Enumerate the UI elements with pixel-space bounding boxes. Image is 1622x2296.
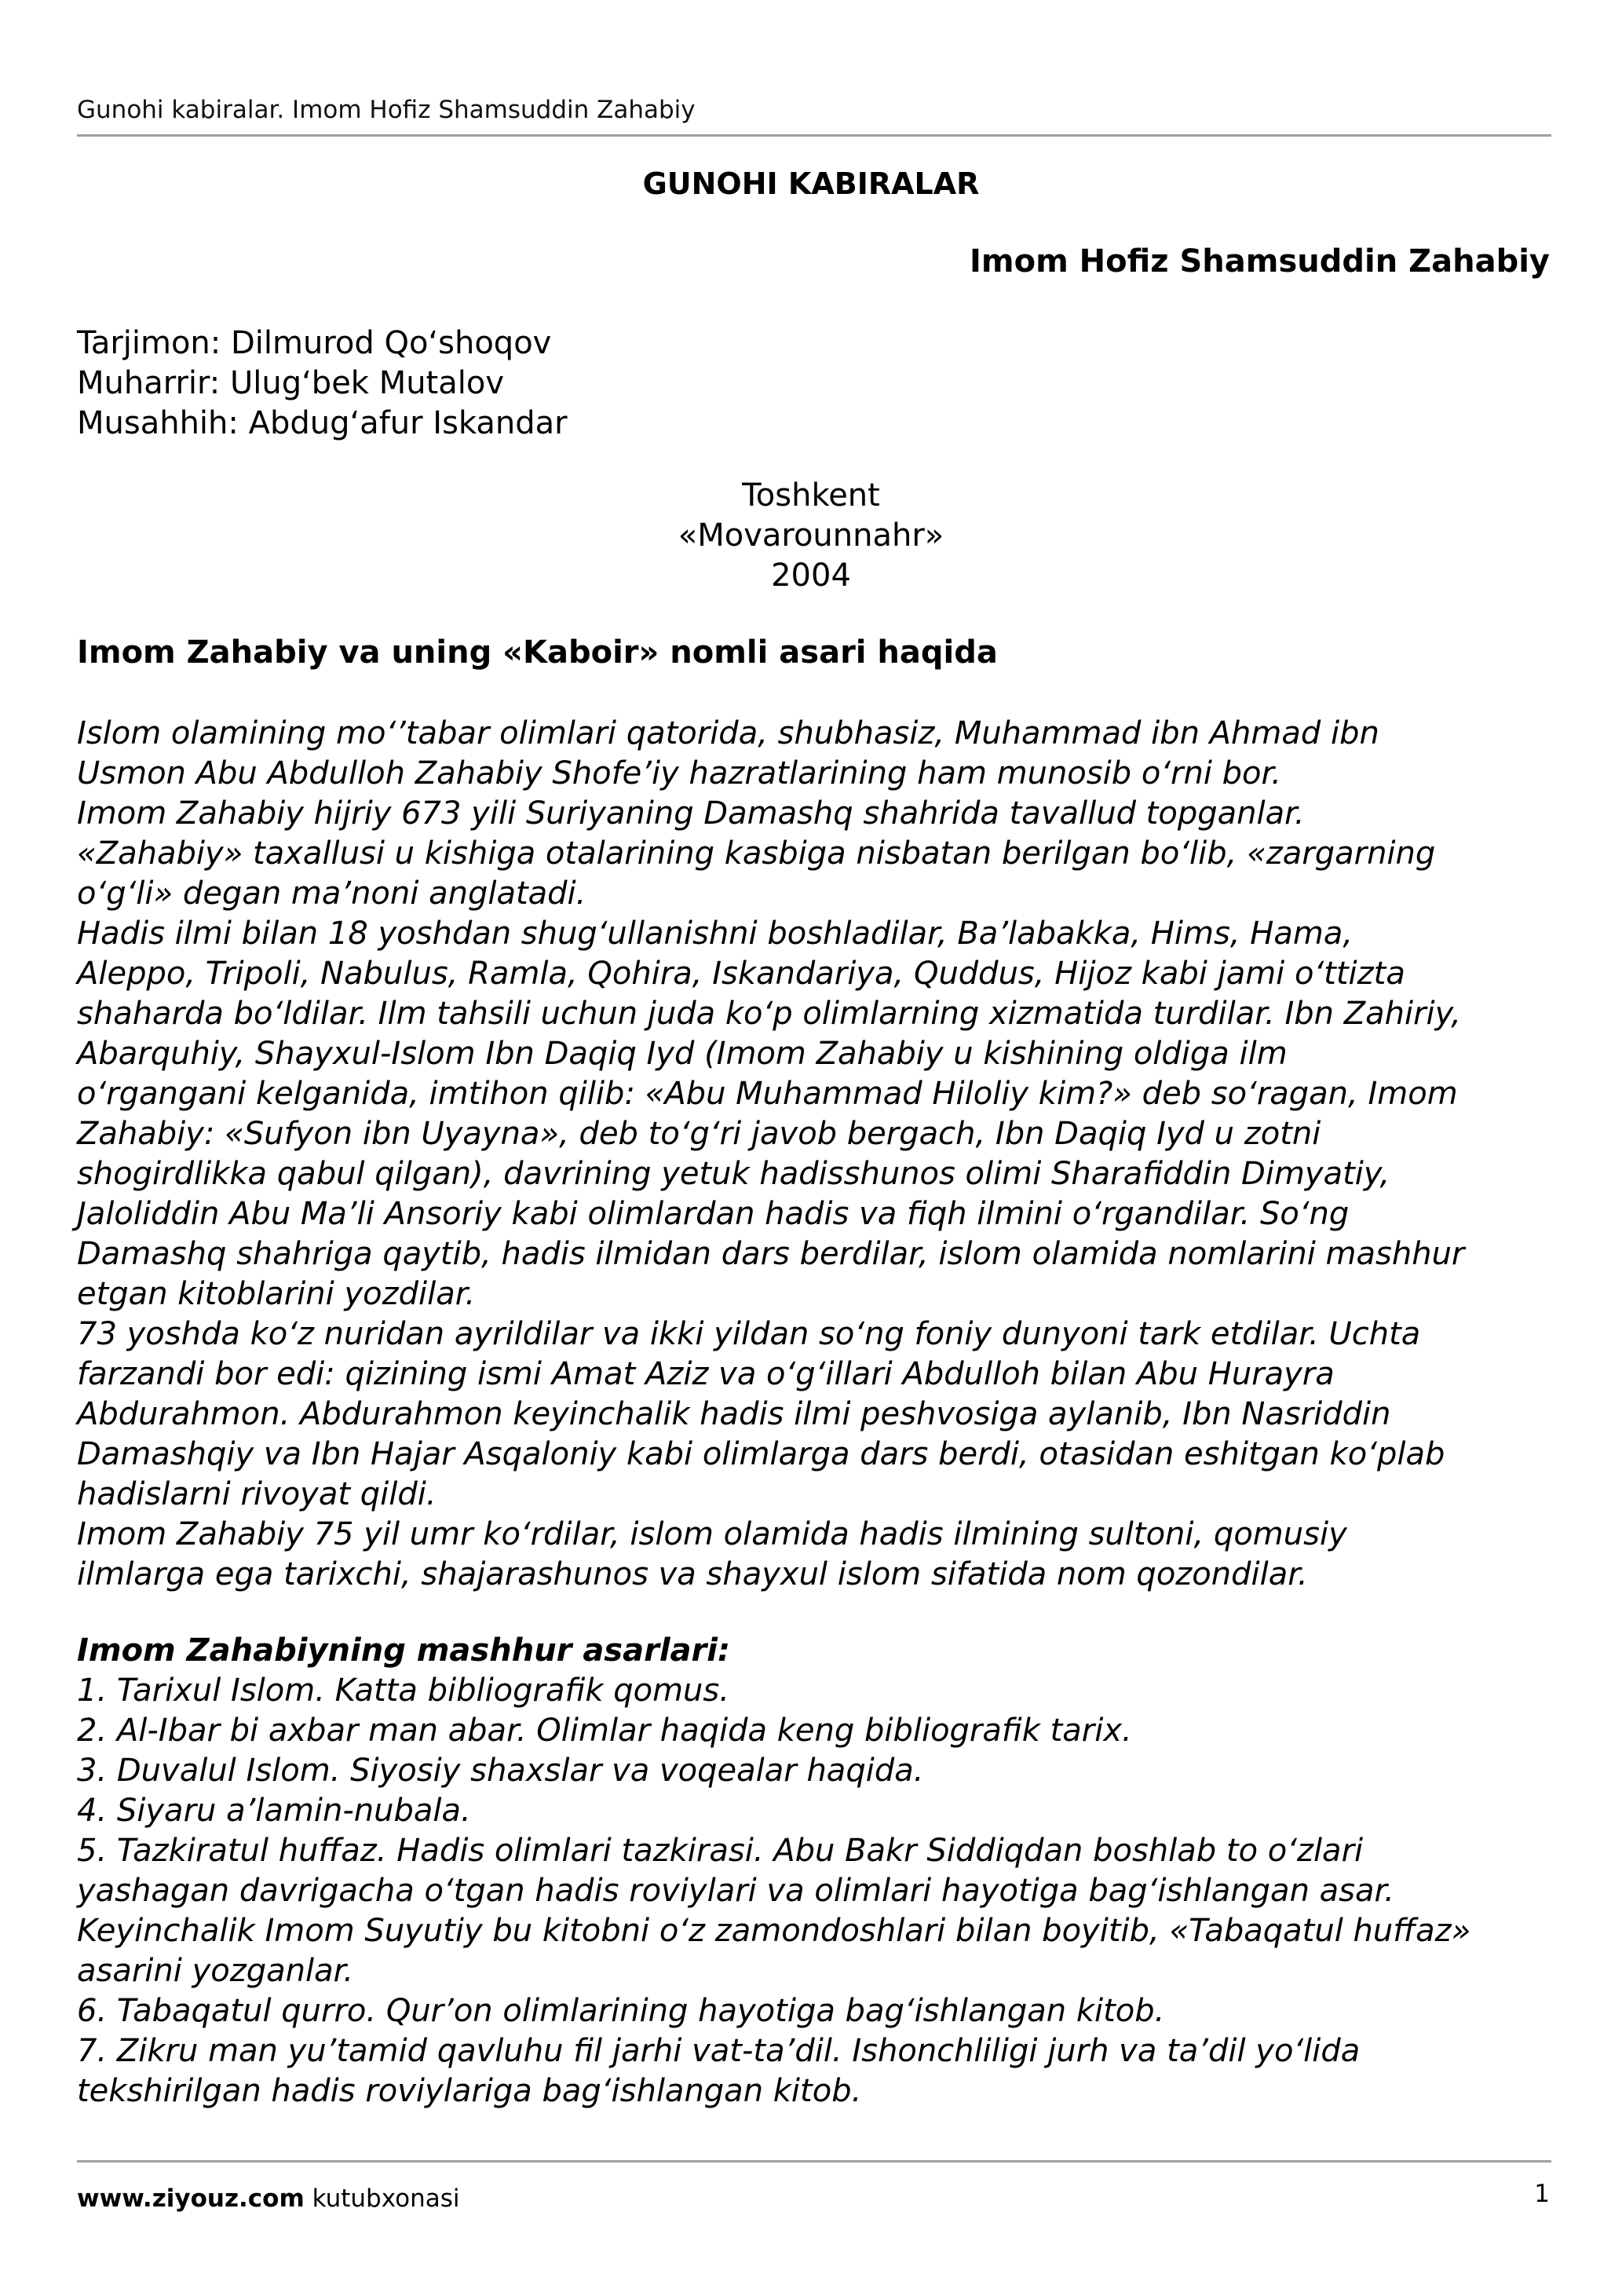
text-line: Abarquhiy, Shayxul-Islom Ibn Daqiq Iyd (Imom Zahabiy u kishining oldiga ilm — [77, 1036, 1288, 1072]
text-line: Damashqiy va Ibn Hajar Asqaloniy kabi olimlarga dars berdi, otasidan eshitgan ko‘plab — [77, 1436, 1445, 1472]
page-number: 1 — [1534, 2180, 1550, 2208]
text-line: etgan kitoblarini yozdilar. — [77, 1276, 476, 1312]
text-line: Imom Zahabiy 75 yil umr ko‘rdilar, islom olamida hadis ilmining sultoni, qomusiy — [77, 1516, 1347, 1552]
credits-block — [77, 324, 568, 444]
credit-translator: Tarjimon: Dilmurod Qo‘shoqov — [77, 325, 552, 361]
works-line: 5. Tazkiratul huffaz. Hadis olimlari tazkirasi. Abu Bakr Siddiqdan boshlab to o‘zlari — [77, 1833, 1364, 1869]
text-line: o‘g‘li» degan ma’noni anglatadi. — [77, 876, 586, 912]
works-line: yashagan davrigacha o‘tgan hadis roviylari va olimlari hayotiga bag‘ishlangan asar. — [77, 1873, 1394, 1909]
works-line: 2. Al-Ibar bi axbar man abar. Olimlar haqida keng bibliografik tarix. — [77, 1713, 1132, 1749]
works-heading: Imom Zahabiyning mashhur asarlari: — [77, 1632, 730, 1669]
text-line: Jaloliddin Abu Ma’li Ansoriy kabi olimlardan hadis va fiqh ilmini o‘rgandilar. So‘ng — [77, 1196, 1350, 1232]
works-line: 7. Zikru man yu’tamid qavluhu fil jarhi vat-ta’dil. Ishonchliligi jurh va ta’dil yo‘lida — [77, 2033, 1361, 2069]
footer-site-link[interactable]: www.ziyouz.com — [77, 2184, 305, 2213]
running-header: Gunohi kabiralar. Imom Hofiz Shamsuddin Zahabiy — [77, 96, 696, 124]
text-line: Abdurahmon. Abdurahmon keyinchalik hadis ilmi peshvosiga aylanib, Ibn Nasriddin — [77, 1396, 1391, 1432]
footer-divider — [77, 2160, 1551, 2163]
text-line: hadislarni rivoyat qildi. — [77, 1476, 437, 1512]
text-line: Usmon Abu Abdulloh Zahabiy Shofe’iy hazratlarining ham munosib o‘rni bor. — [77, 755, 1282, 792]
works-line: 1. Tarixul Islom. Katta bibliografik qomus. — [77, 1673, 729, 1709]
imprint-year: 2004 — [771, 558, 851, 594]
document-title: GUNOHI KABIRALAR — [642, 166, 980, 201]
works-line: 3. Duvalul Islom. Siyosiy shaxslar va voqealar haqida. — [77, 1753, 924, 1789]
text-line: shogirdlikka qabul qilgan), davrining yetuk hadisshunos olimi Sharafiddin Dimyatiy, — [77, 1156, 1390, 1192]
works-line: Keyinchalik Imom Suyutiy bu kitobni o‘z zamondoshlari bilan boyitib, «Tabaqatul huffaz» — [77, 1913, 1471, 1949]
imprint-block — [0, 476, 1622, 596]
text-line: farzandi bor edi: qizining ismi Amat Aziz va o‘g‘illari Abdulloh bilan Abu Hurayra — [77, 1356, 1335, 1392]
header-divider — [77, 134, 1551, 137]
text-line: Hadis ilmi bilan 18 yoshdan shug‘ullanishni boshladilar, Ba’labakka, Hims, Hama, — [77, 916, 1353, 952]
text-line: «Zahabiy» taxallusi u kishiga otalarining kasbiga nisbatan berilgan bo‘lib, «zargarning — [77, 835, 1436, 872]
works-line: 4. Siyaru a’lamin-nubala. — [77, 1793, 471, 1829]
imprint-city: Toshkent — [742, 477, 880, 514]
section-heading: Imom Zahabiy va uning «Kaboir» nomli asari haqida — [77, 634, 998, 671]
imprint-publisher: «Movarounnahr» — [678, 517, 944, 554]
credit-proofreader: Musahhih: Abdug‘afur Iskandar — [77, 405, 568, 441]
text-line: Aleppo, Tripoli, Nabulus, Ramla, Qohira, Iskandariya, Quddus, Hijoz kabi jami o‘ttizta — [77, 956, 1405, 992]
text-line: o‘rgangani kelganida, imtihon qilib: «Abu Muhammad Hiloliy kim?» deb so‘ragan, Imom — [77, 1076, 1458, 1112]
text-line: shaharda bo‘ldilar. Ilm tahsili uchun juda ko‘p olimlarning xizmatida turdilar. Ibn Zahiriy, — [77, 996, 1461, 1032]
biography-text — [77, 714, 1569, 1595]
footer-label: kutubxonasi — [304, 2184, 460, 2213]
works-list — [77, 1631, 1569, 2111]
works-line: tekshirilgan hadis roviylariga bag‘ishlangan kitob. — [77, 2073, 862, 2109]
text-line: ilmlarga ega tarixchi, shajarashunos va shayxul islom sifatida nom qozondilar. — [77, 1556, 1308, 1592]
text-line: Zahabiy: «Sufyon ibn Uyayna», deb to‘g‘ri javob bergach, Ibn Daqiq Iyd u zotni — [77, 1116, 1321, 1152]
works-line: asarini yozganlar. — [77, 1953, 354, 1989]
footer-source — [77, 2184, 460, 2213]
credit-editor: Muharrir: Ulug‘bek Mutalov — [77, 365, 505, 401]
text-line: Damashq shahriga qaytib, hadis ilmidan dars berdilar, islom olamida nomlarini mashhur — [77, 1236, 1465, 1272]
text-line: Islom olamining mo‘’tabar olimlari qatorida, shubhasiz, Muhammad ibn Ahmad ibn — [77, 715, 1379, 751]
text-line: 73 yoshda ko‘z nuridan ayrildilar va ikki yildan so‘ng foniy dunyoni tark etdilar. Uchta — [77, 1316, 1421, 1352]
document-author: Imom Hofiz Shamsuddin Zahabiy — [970, 243, 1550, 280]
works-line: 6. Tabaqatul qurro. Qur’on olimlarining hayotiga bag‘ishlangan kitob. — [77, 1993, 1165, 2029]
text-line: Imom Zahabiy hijriy 673 yili Suriyaning Damashq shahrida tavallud topganlar. — [77, 795, 1305, 832]
